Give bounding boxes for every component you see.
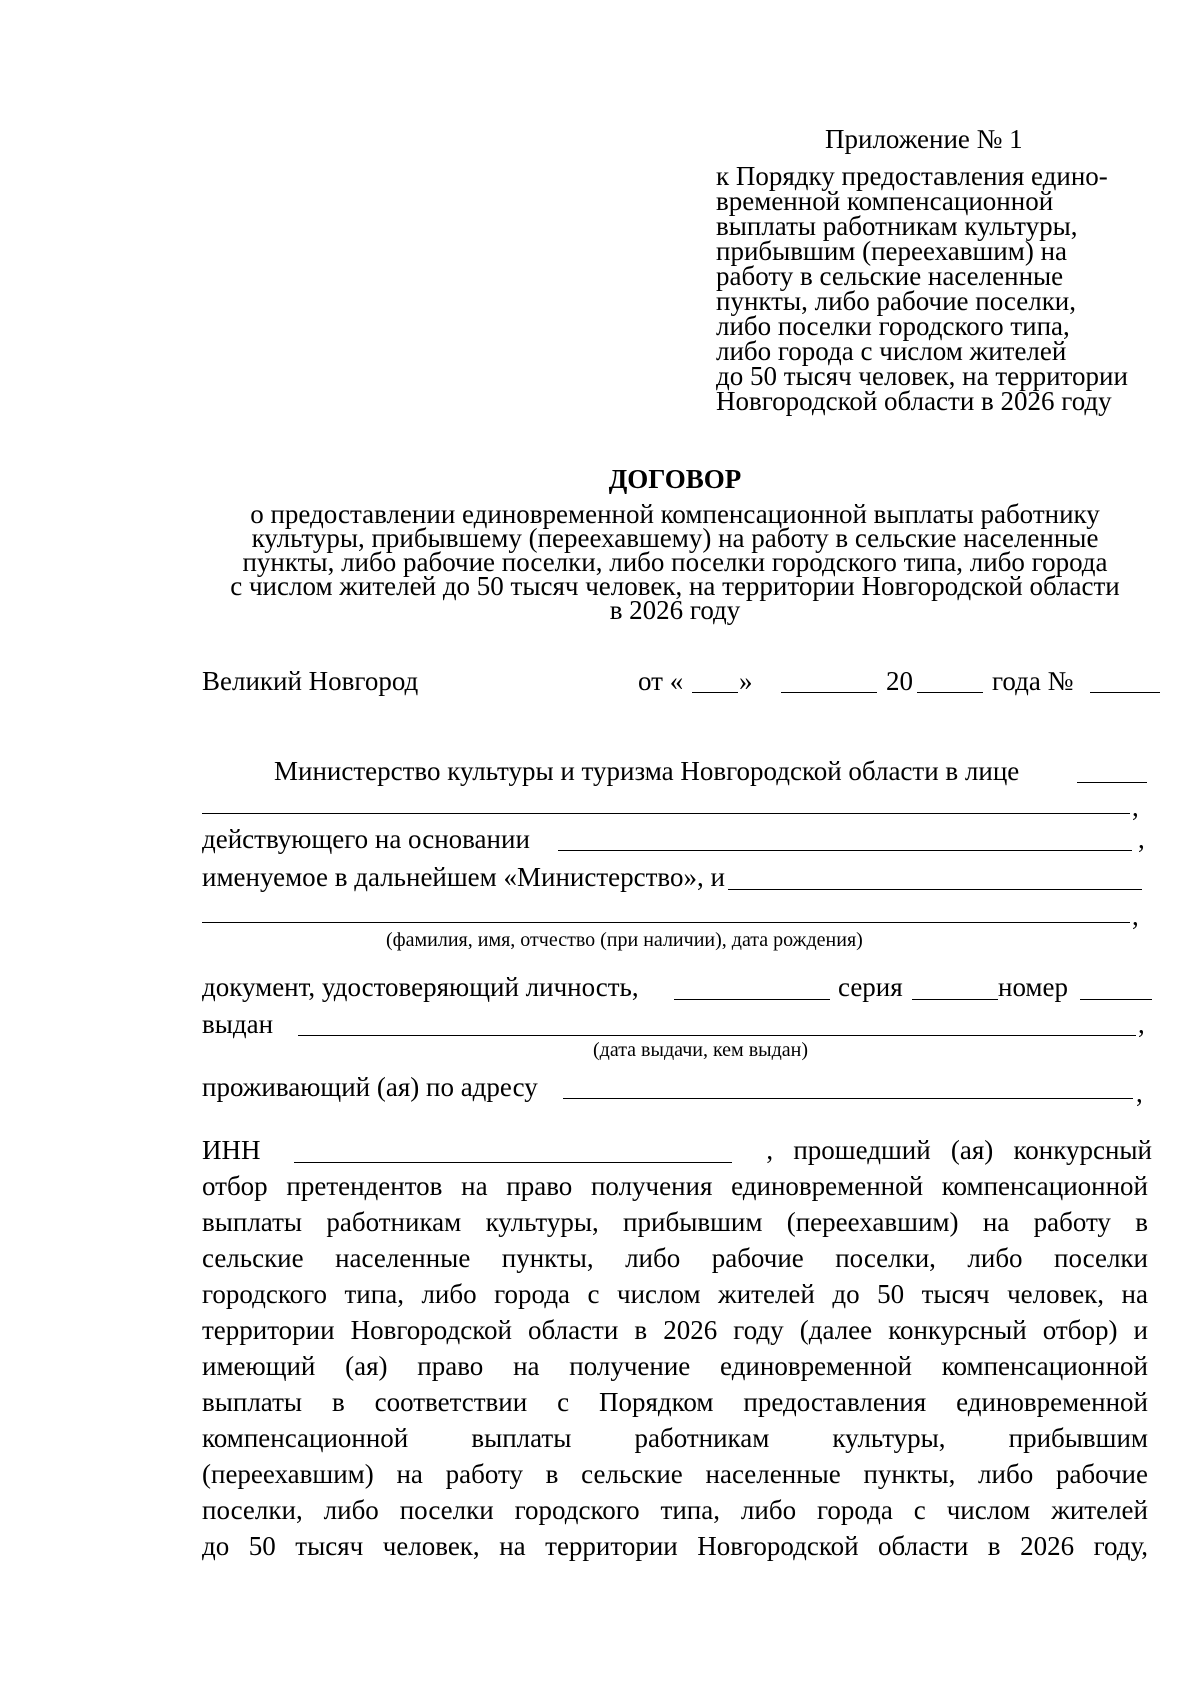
residing-label: проживающий (ая) по адресу — [202, 1072, 538, 1102]
address-field[interactable] — [563, 1098, 1133, 1099]
city-name: Великий Новгород — [202, 666, 419, 696]
body-line: имеющий (ая) право на получение единовременной компенсационной — [202, 1351, 1148, 1381]
number-label: номер — [998, 972, 1069, 1002]
appendix-line: временной компенсационной — [716, 186, 1054, 216]
date-from-label: от « — [638, 666, 684, 696]
comma: , — [1132, 901, 1139, 931]
appendix-line: либо города с числом жителей — [716, 336, 1067, 366]
body-line: выплаты в соответствии с Порядком предоставления единовременной — [202, 1387, 1148, 1417]
appendix-line: прибывшим (переехавшим) на — [716, 236, 1068, 266]
contract-subtitle — [0, 499, 1200, 625]
acting-basis-label: действующего на основании — [202, 824, 530, 854]
contract-title: ДОГОВОР — [608, 464, 742, 494]
appendix-line: пункты, либо рабочие поселки, — [716, 286, 1077, 316]
comma: , — [1138, 824, 1145, 854]
series-label: серия — [838, 972, 903, 1002]
date-year-suffix: года № — [992, 666, 1074, 696]
acting-basis-field[interactable] — [558, 850, 1132, 851]
issued-caption: (дата выдачи, кем выдан) — [593, 1039, 808, 1061]
appendix-line: до 50 тысяч человек, на территории — [716, 361, 1128, 391]
referred-as-label: именуемое в дальнейшем «Министерство», и — [202, 862, 725, 892]
id-document-field[interactable] — [674, 999, 830, 1000]
appendix-line: либо поселки городского типа, — [716, 311, 1070, 341]
number-field[interactable] — [1080, 999, 1152, 1000]
appendix-line: выплаты работникам культуры, — [716, 211, 1078, 241]
subtitle-line: о предоставлении единовременной компенсационной выплаты работнику — [250, 499, 1100, 529]
issued-label: выдан — [202, 1009, 274, 1039]
body-line: выплаты работникам культуры, прибывшим (переехавшим) на работу в — [202, 1207, 1148, 1237]
body-line: (переехавшим) на работу в сельские населенные пункты, либо рабочие — [202, 1459, 1148, 1489]
comma: , — [1138, 1009, 1145, 1039]
body-line: территории Новгородской области в 2026 году (далее конкурсный отбор) и — [202, 1315, 1148, 1345]
subtitle-line: в 2026 году — [609, 595, 741, 625]
inn-label: ИНН — [202, 1135, 261, 1165]
party-name-field-start[interactable] — [728, 889, 1142, 890]
date-year-field[interactable] — [917, 692, 983, 693]
body-line: до 50 тысяч человек, на территории Новгородской области в 2026 году, — [202, 1531, 1148, 1561]
appendix-text — [716, 161, 1128, 416]
representative-field-start[interactable] — [1077, 782, 1147, 783]
series-field[interactable] — [912, 999, 998, 1000]
representative-field[interactable] — [202, 813, 1130, 814]
ministry-line: Министерство культуры и туризма Новгородской области в лице — [274, 756, 1020, 786]
date-day-field[interactable] — [692, 692, 738, 693]
inn-field[interactable] — [294, 1162, 732, 1163]
body-line: сельские населенные пункты, либо рабочие поселки, либо поселки — [202, 1243, 1148, 1273]
appendix-line: Новгородской области в 2026 году — [716, 386, 1112, 416]
subtitle-line: с числом жителей до 50 тысяч человек, на территории Новгородской области — [230, 571, 1120, 601]
date-quote-close: » — [739, 666, 753, 696]
issued-field[interactable] — [298, 1035, 1136, 1036]
inn-after-text: , прошедший (ая) конкурсный — [766, 1135, 1152, 1165]
body-line: компенсационной выплаты работникам культуры, прибывшим — [202, 1423, 1148, 1453]
comma: , — [1132, 792, 1139, 822]
subtitle-line: пункты, либо рабочие поселки, либо поселки городского типа, либо города — [242, 547, 1108, 577]
date-month-field[interactable] — [781, 692, 877, 693]
appendix-line: работу в сельские населенные — [716, 261, 1064, 291]
body-line: поселки, либо поселки городского типа, либо города с числом жителей — [202, 1495, 1148, 1525]
subtitle-line: культуры, прибывшему (переехавшему) на работу в сельские населенные — [251, 523, 1099, 553]
appendix-title: Приложение № 1 — [825, 124, 1023, 154]
id-document-label: документ, удостоверяющий личность, — [202, 972, 639, 1002]
appendix-line: к Порядку предоставления едино- — [716, 161, 1108, 191]
body-line: отбор претендентов на право получения единовременной компенсационной — [202, 1171, 1148, 1201]
party-name-field[interactable] — [202, 922, 1130, 923]
body-line: городского типа, либо города с числом жителей до 50 тысяч человек, на — [202, 1279, 1148, 1309]
contract-number-field[interactable] — [1090, 692, 1160, 693]
date-year-prefix: 20 — [886, 666, 913, 696]
fio-caption: (фамилия, имя, отчество (при наличии), дата рождения) — [386, 929, 863, 951]
comma: , — [1136, 1078, 1143, 1108]
